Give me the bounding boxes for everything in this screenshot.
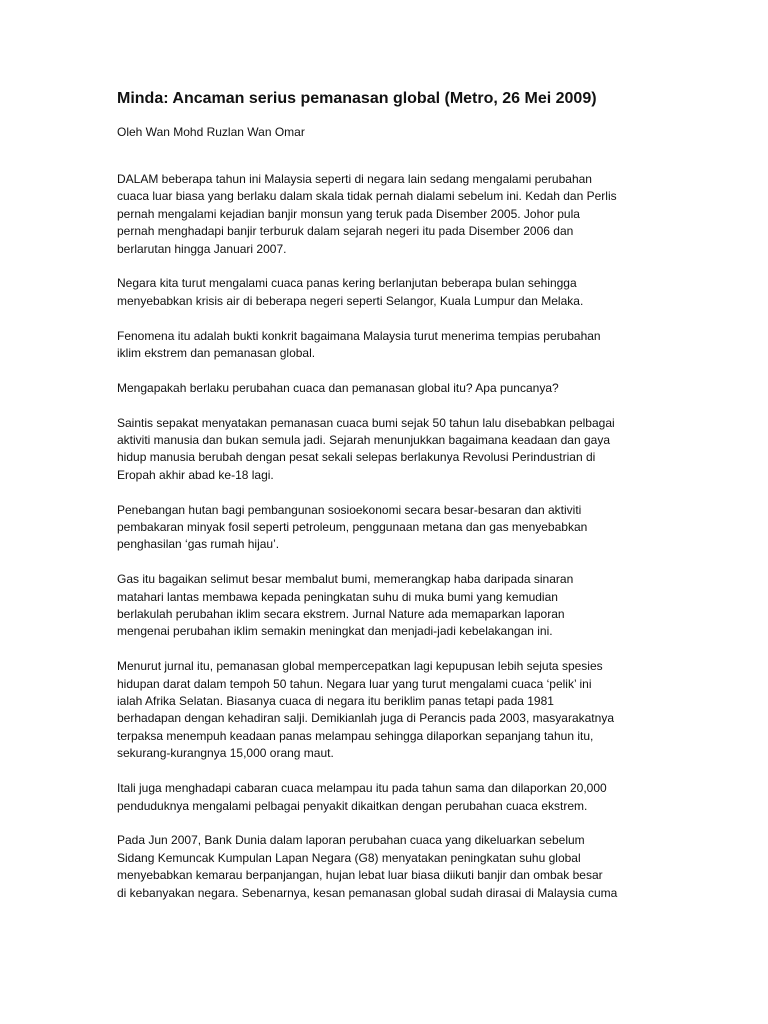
paragraph-7: Gas itu bagaikan selimut besar membalut bumi, memerangkap haba daripada sinaran matahari lantas membawa kepada peningkatan suhu di muka bumi yang kemudian berlakulah perubahan iklim secara ekstrem. Jurnal Nature ada memaparkan laporan mengenai perubahan iklim semakin meningkat dan menjadi-jadi kebelakangan ini. — [117, 572, 574, 639]
paragraph-8: Menurut jurnal itu, pemanasan global mempercepatkan lagi kepupusan lebih sejuta spesies hidupan darat dalam tempoh 50 tahun. Negara luar yang turut mengalami cuaca ‘pelik’ ini ialah Afrika Selatan. Biasanya cuaca di negara itu beriklim panas tetapi pada 1981 berhadapan dengan kehadiran salji. Demikianlah juga di Perancis pada 2003, masyarakatnya terpaksa menempuh keadaan panas melampau sehingga dilaporkan sepanjang tahun itu, sekurang-kurangnya 15,000 orang maut. — [117, 659, 614, 761]
document-title: Minda: Ancaman serius pemanasan global (Metro, 26 Mei 2009) — [117, 90, 597, 107]
paragraph-3: Fenomena itu adalah bukti konkrit bagaimana Malaysia turut menerima tempias perubahan iklim ekstrem dan pemanasan global. — [117, 328, 601, 361]
paragraph-10: Pada Jun 2007, Bank Dunia dalam laporan perubahan cuaca yang dikeluarkan sebelum Sidang Kemuncak Kumpulan Lapan Negara (G8) menyatakan peningkatan suhu global menyebabkan kemarau berpanjangan, hujan lebat luar biasa diikuti banjir dan ombak besar di kebanyakan negara. Sebenarnya, kesan pemanasan global sudah dirasai di Malaysia cuma — [117, 833, 618, 900]
paragraph-4: Mengapakah berlaku perubahan cuaca dan pemanasan global itu? Apa puncanya? — [117, 380, 559, 395]
author-byline: Oleh Wan Mohd Ruzlan Wan Omar — [117, 125, 305, 139]
paragraph-1: DALAM beberapa tahun ini Malaysia seperti di negara lain sedang mengalami perubahan cuaca luar biasa yang berlaku dalam skala tidak pernah dialami sebelum ini. Kedah dan Perlis pernah mengalami kejadian banjir monsun yang teruk pada Disember 2005. Johor pula pernah menghadapi banjir terburuk dalam sejarah negeri itu pada Disember 2006 dan berlarutan hingga Januari 2007. — [117, 172, 617, 256]
paragraph-9: Itali juga menghadapi cabaran cuaca melampau itu pada tahun sama dan dilaporkan 20,000 penduduknya mengalami pelbagai penyakit dikaitkan dengan perubahan cuaca ekstrem. — [117, 781, 607, 813]
article-body — [117, 171, 637, 902]
paragraph-6: Penebangan hutan bagi pembangunan sosioekonomi secara besar-besaran dan aktiviti pembakaran minyak fosil seperti petroleum, penggunaan metana dan gas menyebabkan penghasilan ‘gas rumah hijau’. — [117, 502, 588, 552]
paragraph-5: Saintis sepakat menyatakan pemanasan cuaca bumi sejak 50 tahun lalu disebabkan pelbagai aktiviti manusia dan bukan semula jadi. Sejarah menunjukkan bagaimana keadaan dan gaya hidup manusia berubah dengan pesat sekali selepas berlakunya Revolusi Perindustrian di Eropah akhir abad ke-18 lagi. — [117, 415, 615, 482]
paragraph-2: Negara kita turut mengalami cuaca panas kering berlanjutan beberapa bulan sehingga menyebabkan krisis air di beberapa negeri seperti Selangor, Kuala Lumpur dan Melaka. — [117, 276, 584, 308]
document-page — [117, 88, 637, 919]
